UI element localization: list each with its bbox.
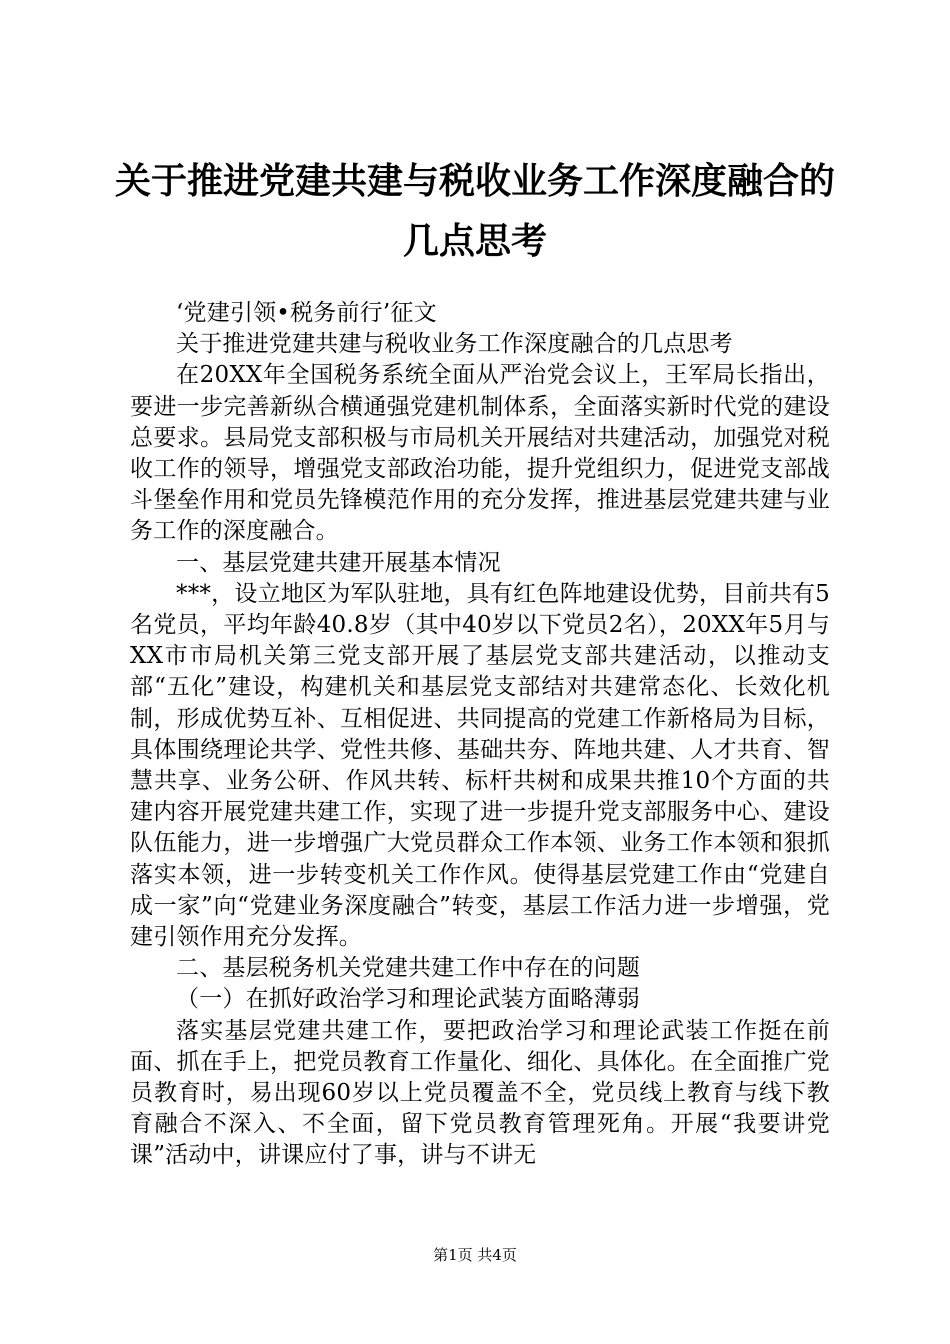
essay-subtitle: 关于推进党建共建与税收业务工作深度融合的几点思考 <box>176 331 733 358</box>
intro-paragraph: 在20XX年全国税务系统全面从严治党会议上，王军局长指出，要进一步完善新纵合横通强党建机制体系，全面落实新时代党的建设总要求。县局党支部积极与市局机关开展结对共建活动，加强党对税收工作的领导，增强党支部政治功能，提升党组织力，促进党支部战斗堡垒作用和党员先锋模范作用的充分发挥，推进基层党建共建与业务工作的深度融合。 <box>130 362 830 545</box>
essay-category-line: ‘党建引领•税务前行’征文 <box>176 300 437 326</box>
subsection-heading-1: （一）在抓好政治学习和理论武装方面略薄弱 <box>176 986 640 1013</box>
document-title-line-2: 几点思考 <box>402 221 547 262</box>
section-heading-2: 二、基层税务机关党建共建工作中存在的问题 <box>176 955 640 982</box>
section-1-paragraph: ***，设立地区为军队驻地，具有红色阵地建设优势，目前共有5名党员，平均年龄40.8岁（其中40岁以下党员2名），20XX年5月与XX市市局机关第三党支部开展了基层党支部共建活动，以推动支部“五化”建设，构建机关和基层党支部结对共建常态化、长效化机制，形成优势互补、互相促进、共同提高的党建工作新格局为目标，具体围绕理论共学、党性共修、基础共夯、阵地共建、人才共育、智慧共享、业务公研、作风共转、标杆共树和成果共推10个方面的共建内容开展党建共建工作，实现了进一步提升党支部服务中心、建设队伍能力，进一步增强广大党员群众工作本领、业务工作本领和狠抓落实本领，进一步转变机关工作作风。使得基层党建工作由“党建自成一家”向“党建业务深度融合”转变，基层工作活力进一步增强，党建引领作用充分发挥。 <box>130 580 830 951</box>
subsection-1-paragraph: 落实基层党建共建工作，要把政治学习和理论武装工作挺在前面、抓在手上，把党员教育工作量化、细化、具体化。在全面推广党员教育时，易出现60岁以上党员覆盖不全，党员线上教育与线下教育融合不深入、不全面，留下党员教育管理死角。开展“我要讲党课”活动中，讲课应付了事，讲与不讲无 <box>130 1017 830 1169</box>
document-body <box>130 298 830 1172</box>
document-title-line-1: 关于推进党建共建与税收业务工作深度融合的 <box>114 161 835 202</box>
page-indicator: 第1页 共4页 <box>433 1246 517 1264</box>
section-heading-1: 一、基层党建共建开展基本情况 <box>176 549 501 576</box>
